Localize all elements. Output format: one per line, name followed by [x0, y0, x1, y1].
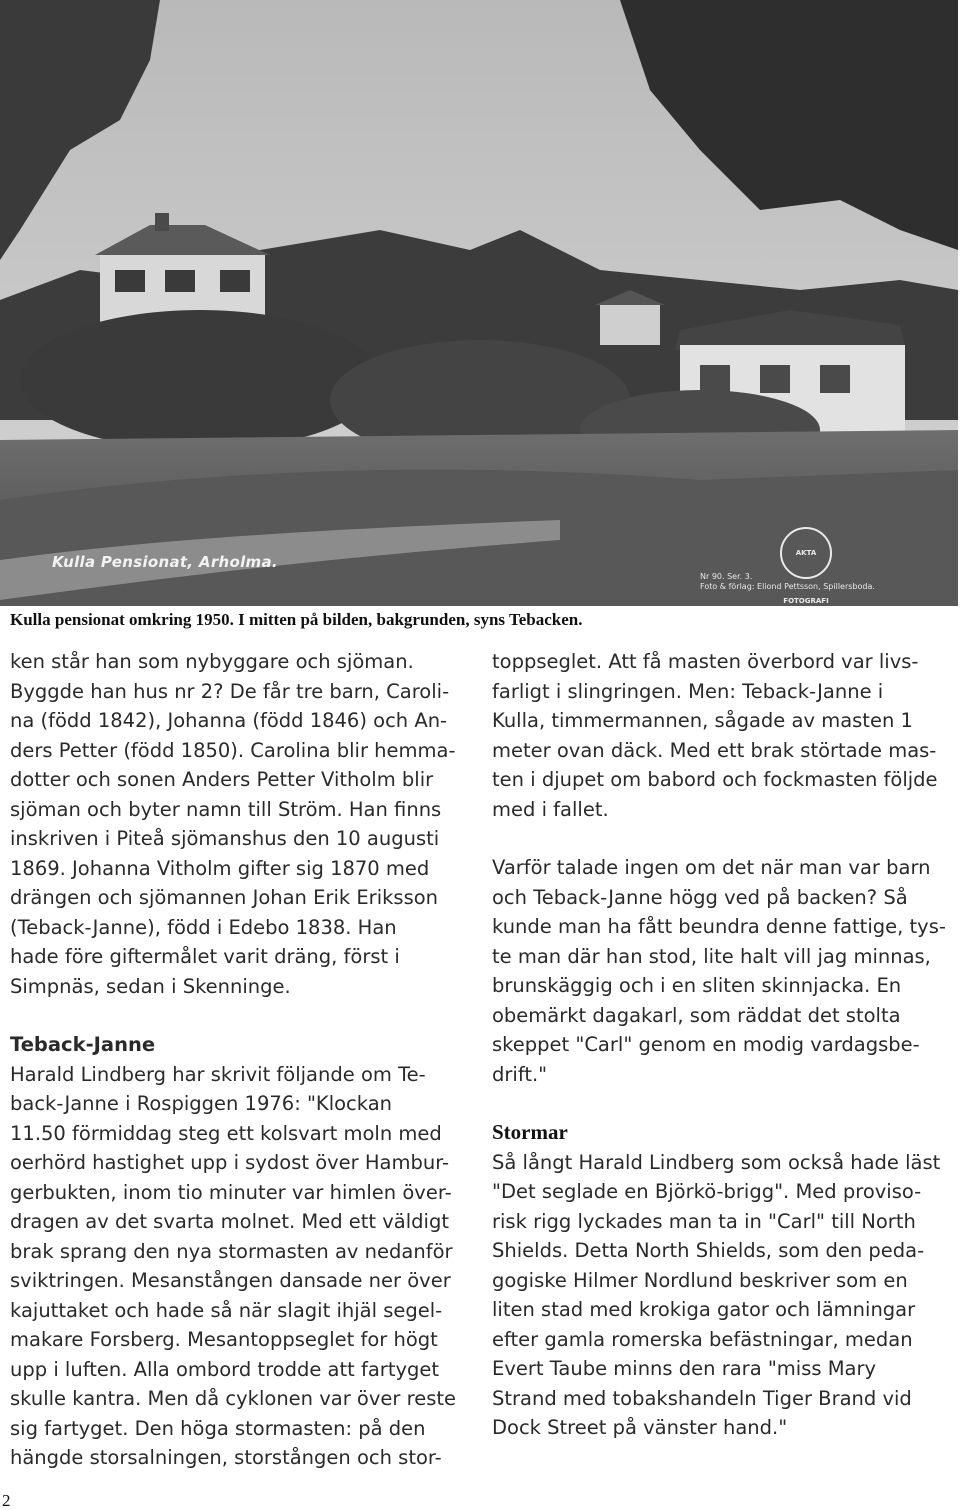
left-column [10, 647, 470, 1473]
photo-embedded-title: Kulla Pensionat, Arholma. [52, 553, 278, 571]
photo-credit: Nr 90. Ser. 3. Foto & förlag: Eliond Pettsson, Spillersboda. [700, 572, 875, 591]
right-paragraph-2: Varför talade ingen om det när man var barn och Teback-Janne högg ved på backen? Så kunde man ha fått beundra denne fattige, tys- te man där han stod, lite halt vill jag minnas, brunskäggig och i en sliten skinnjacka. En obemärkt dagakarl, som räddat det stolta skeppet "Carl" genom en modig vardagsbe- drift." [492, 856, 946, 1086]
photo-caption: Kulla pensionat omkring 1950. I mitten på bilden, bakgrunden, syns Tebacken. [10, 610, 583, 629]
photo-illustration [0, 0, 958, 606]
historical-photo [0, 0, 958, 606]
right-body-paragraph: Så långt Harald Lindberg som också hade läst "Det seglade en Björkö-brigg". Med proviso- risk rigg lyckades man ta in "Carl" till North Shields. Detta North Shields, som den peda- gogiske Hilmer Nordlund beskriver som en liten stad med krokiga gator och lämningar efter gamla romerska befästningar, medan Evert Taube minns den rara "miss Mary Strand med tobakshandeln Tiger Brand vid Dock Street på vänster hand." [492, 1150, 941, 1439]
page-number: 2 [2, 1491, 11, 1510]
left-body-paragraph: Harald Lindberg har skrivit följande om Te- back-Janne i Rospiggen 1976: "Klockan 11.50 förmiddag steg ett kolsvart moln med oerhörd hastighet upp i sydost över Hambur- gerbukten, inom tio minuter var himlen över- dragen av det svarta molnet. Med ett väldigt brak sprang den nya stormasten av nedanför sviktringen. Mesanstången dansade ner över kajuttaket och hade så när slagit ihjäl segel- makare Forsberg. Mesantoppseglet for högt upp i luften. Alla ombord trodde att fartyget skulle kantra. Men då cyklonen var över reste sig fartyget. Den höga stormasten: på den hängde storsalningen, storstången och stor- [10, 1062, 457, 1469]
left-intro-paragraph: ken står han som nybyggare och sjöman. Byggde han hus nr 2? De får tre barn, Caroli- na (född 1842), Johanna (född 1846) och An- ders Petter (född 1850). Carolina blir hemma- dotter och sonen Anders Petter Vitholm blir sjöman och byter namn till Ström. Han finns inskriven i Piteå sjömanshus den 10 augusti 1869. Johanna Vitholm gifter sig 1870 med drängen och sjömannen Johan Erik Eriksson (Teback-Janne), född i Edebo 1838. Han hade före giftermålet varit dräng, först i Simpnäs, sedan i Skenninge. [10, 650, 456, 998]
right-column [492, 647, 960, 1443]
right-continuation-paragraph: toppseglet. Att få masten överbord var livs- farligt i slingringen. Men: Teback-Janne i Kulla, timmermannen, sågade av masten 1 meter ovan däck. Med ett brak störtade mas- ten i djupet om babord och fockmasten följde med i fallet. [492, 650, 938, 821]
section-heading-teback-janne: Teback-Janne [10, 1033, 156, 1056]
section-heading-stormar: Stormar [492, 1120, 568, 1144]
photo-stamp: AKTA FOTOGRAFI [780, 527, 832, 579]
